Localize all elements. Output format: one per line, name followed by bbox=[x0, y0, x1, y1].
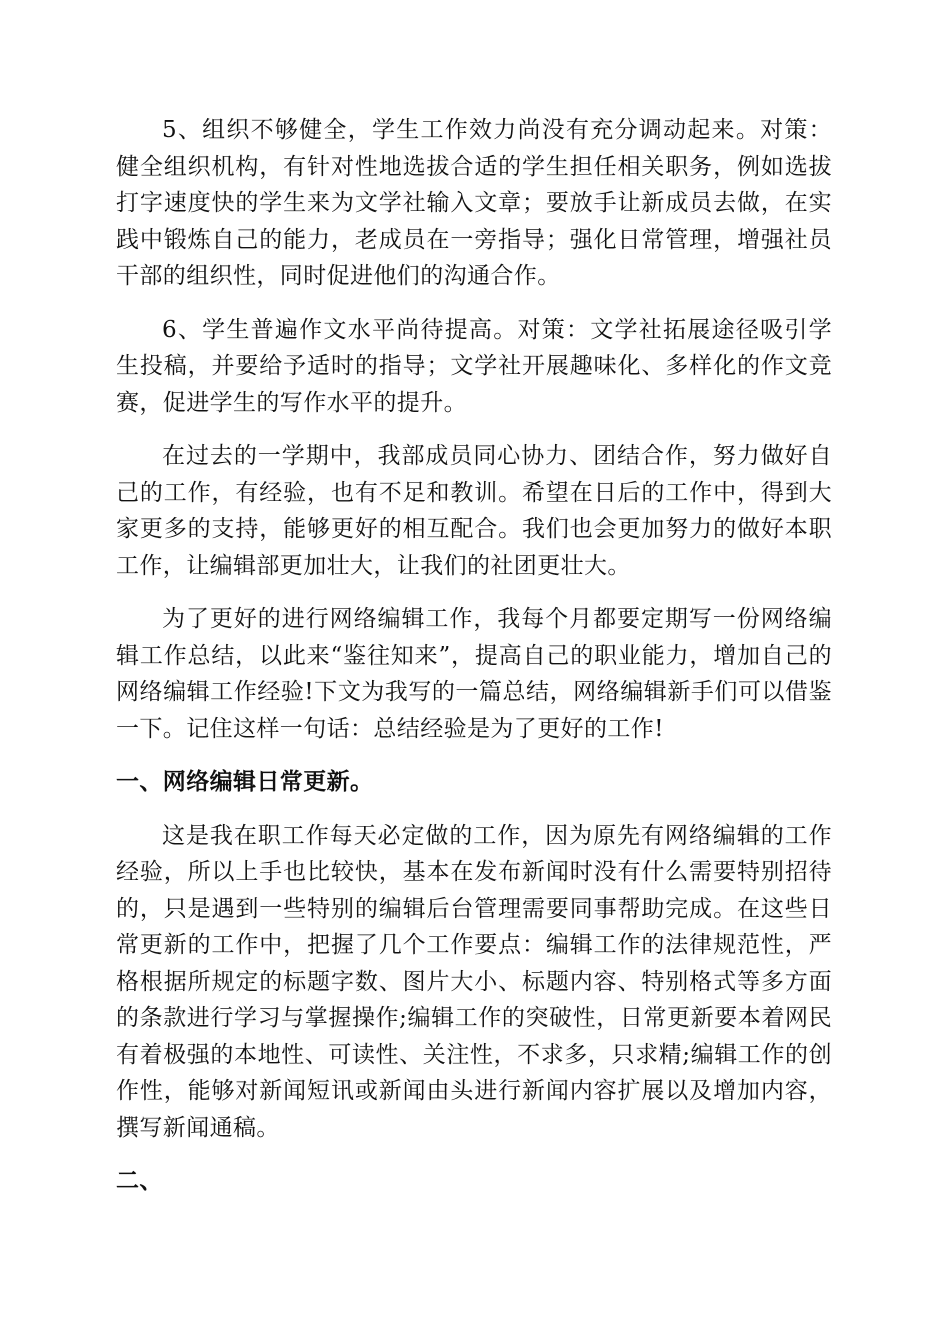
paragraph-semester-summary: 在过去的一学期中，我部成员同心协力、团结合作，努力做好自己的工作，有经验，也有不足和教训。希望在日后的工作中，得到大家更多的支持，能够更好的相互配合。我们也会更加努力的做好本职工作，让编辑部更加壮大，让我们的社团更壮大。 bbox=[116, 443, 832, 579]
section-heading-daily-update: 一、网络编辑日常更新。 bbox=[116, 769, 374, 795]
paragraph-editor-intro: 为了更好的进行网络编辑工作，我每个月都要定期写一份网络编辑工作总结，以此来“鉴往知来”，提高自己的职业能力，增加自己的网络编辑工作经验!下文为我写的一篇总结，网络编辑新手们可以借鉴一下。记住这样一句话：总结经验是为了更好的工作! bbox=[116, 606, 832, 742]
document-page bbox=[116, 112, 832, 1217]
section-heading-two: 二、 bbox=[116, 1168, 163, 1194]
paragraph-organization: 5、组织不够健全，学生工作效力尚没有充分调动起来。对策：健全组织机构，有针对性地选拔合适的学生担任相关职务，例如选拔打字速度快的学生来为文学社输入文章；要放手让新成员去做，在实践中锻炼自己的能力，老成员在一旁指导；强化日常管理，增强社员干部的组织性，同时促进他们的沟通合作。 bbox=[116, 117, 832, 289]
paragraph-writing-level: 6、学生普遍作文水平尚待提高。对策：文学社拓展途径吸引学生投稿，并要给予适时的指导；文学社开展趣味化、多样化的作文竞赛，促进学生的写作水平的提升。 bbox=[116, 316, 832, 416]
paragraph-daily-update: 这是我在职工作每天必定做的工作，因为原先有网络编辑的工作经验，所以上手也比较快，基本在发布新闻时没有什么需要特别招待的，只是遇到一些特别的编辑后台管理需要同事帮助完成。在这些日常更新的工作中，把握了几个工作要点：编辑工作的法律规范性，严格根据所规定的标题字数、图片大小、标题内容、特别格式等多方面的条款进行学习与掌握操作;编辑工作的突破性，日常更新要本着网民有着极强的本地性、可读性、关注性，不求多，只求精;编辑工作的创作性，能够对新闻短讯或新闻由头进行新闻内容扩展以及增加内容，撰写新闻通稿。 bbox=[116, 822, 832, 1141]
